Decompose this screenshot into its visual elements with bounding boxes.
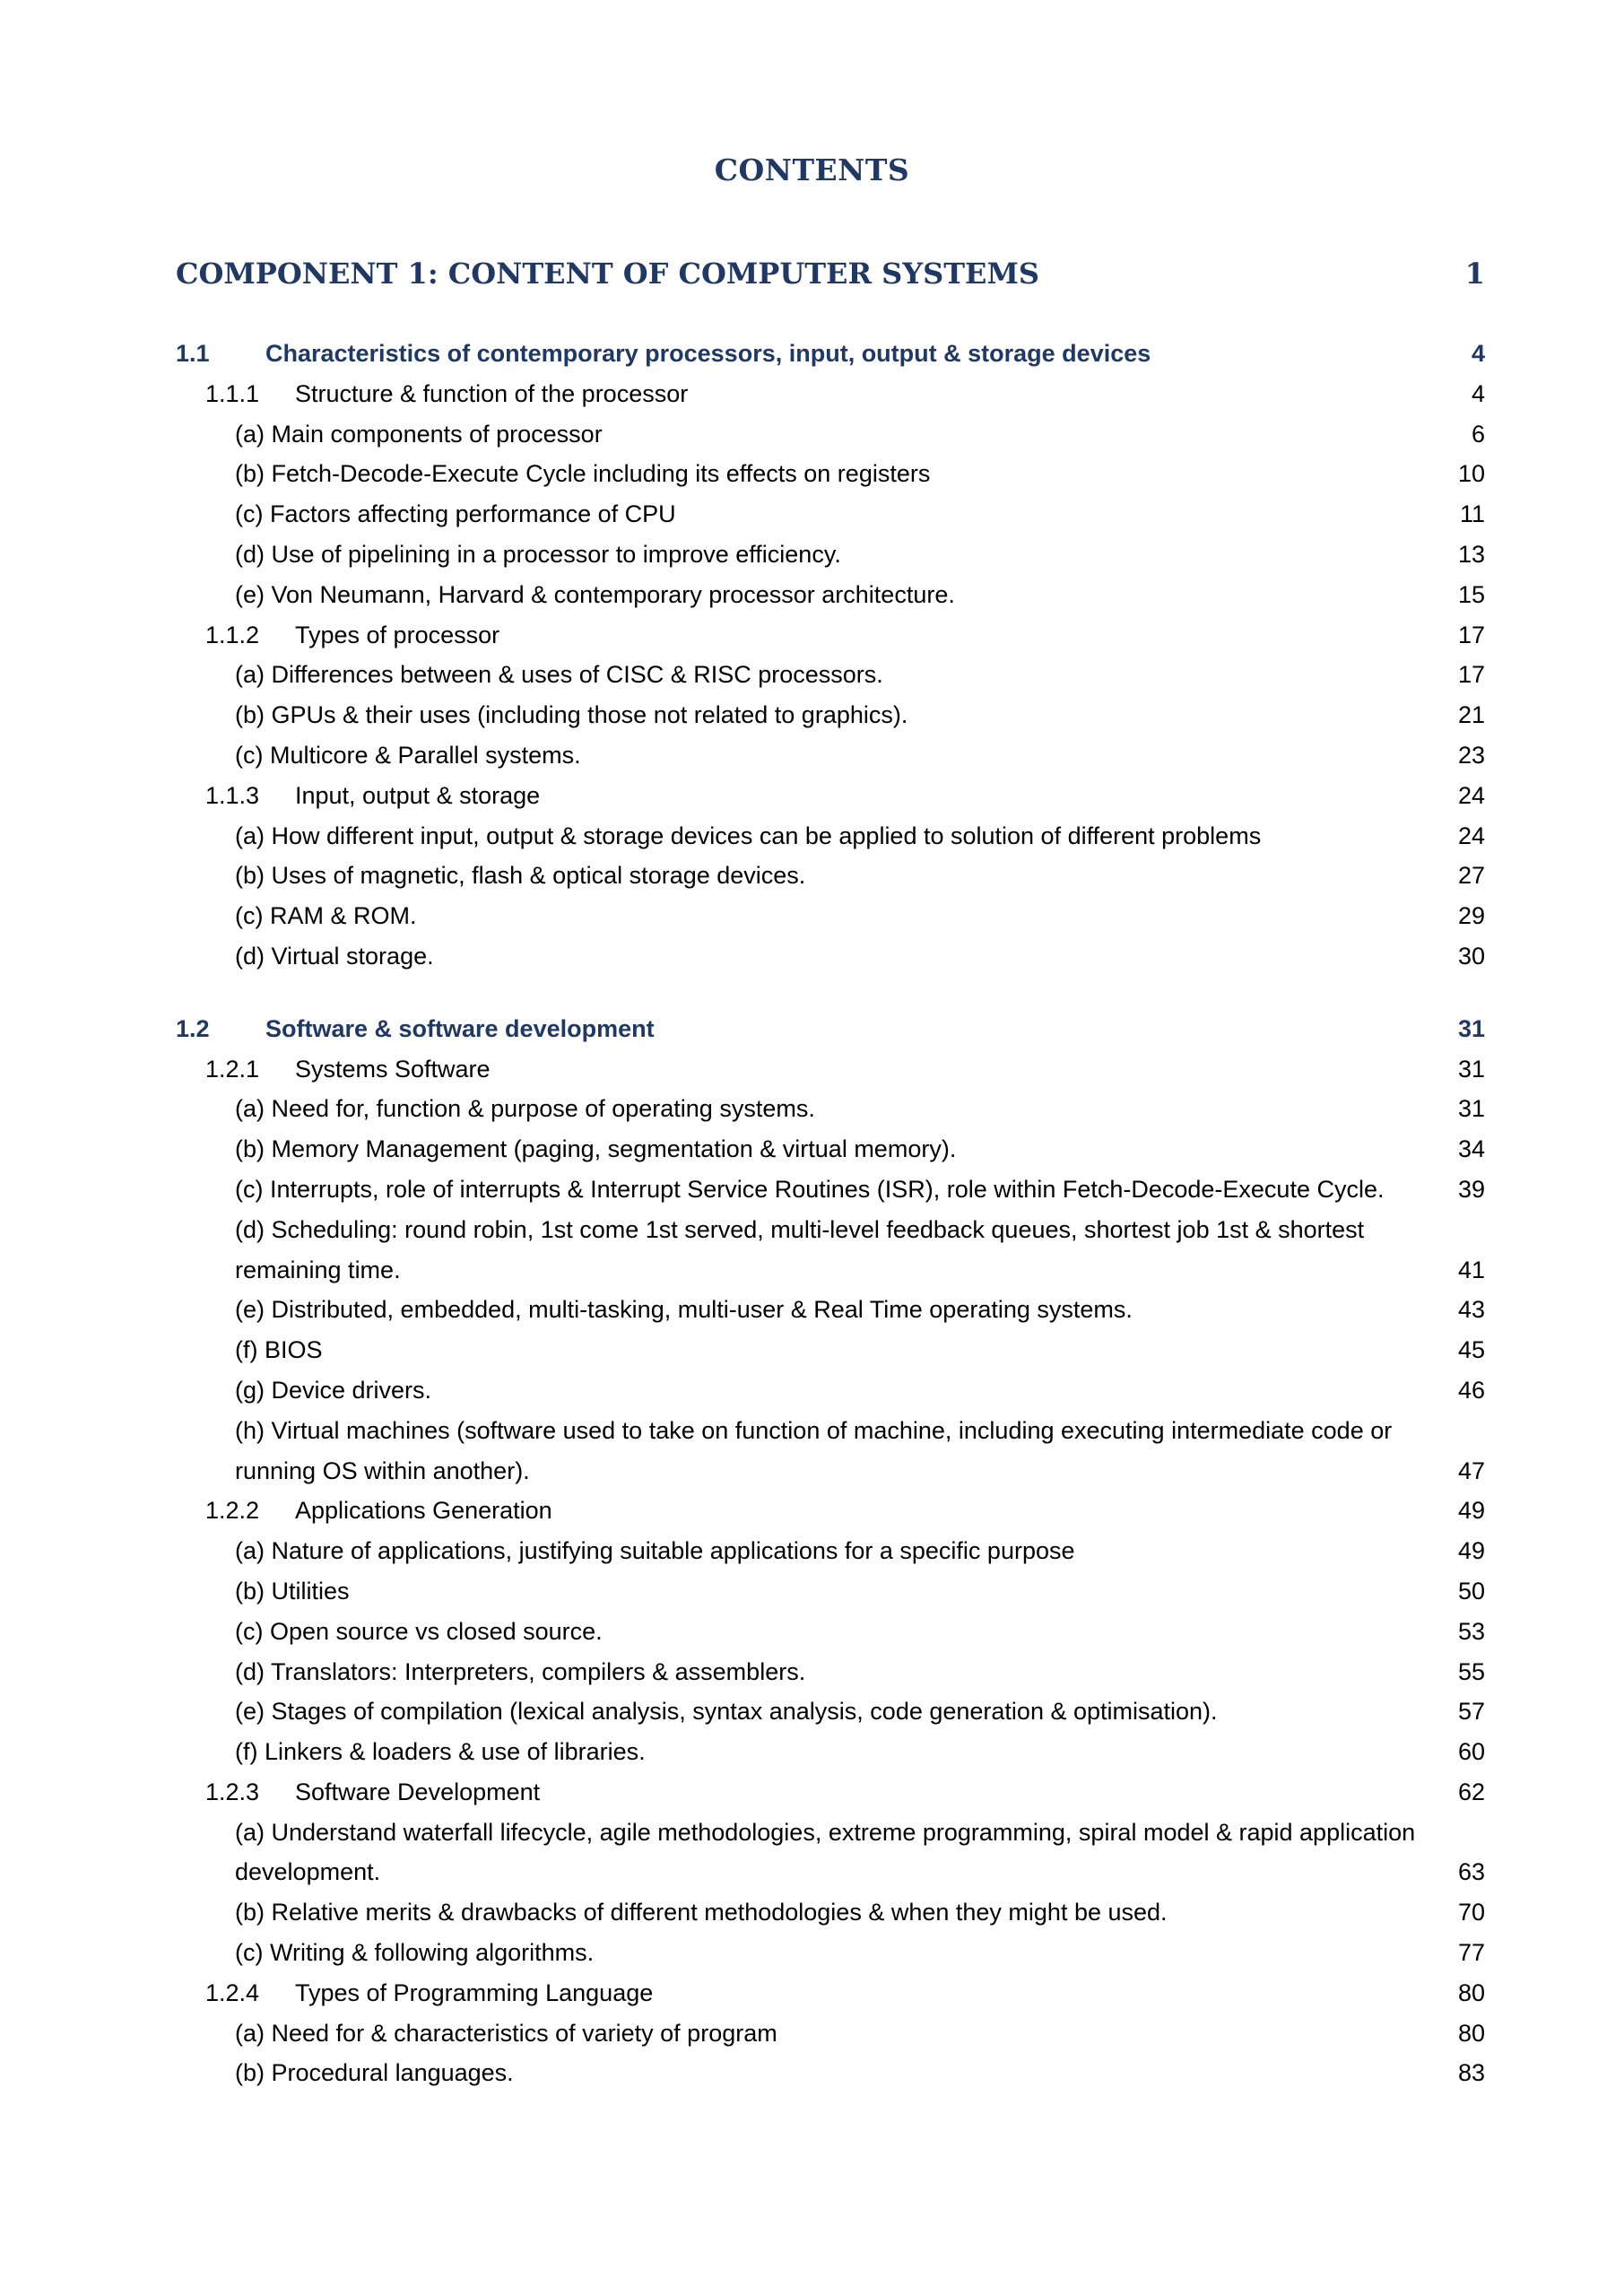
- toc-subsection-entry[interactable]: [176, 615, 1485, 656]
- toc-entry-page-number: 17: [1457, 661, 1485, 689]
- toc-entry-label: (e) Stages of compilation (lexical analysis, syntax analysis, code generation & optimisation).: [235, 1698, 1218, 1726]
- toc-entry-page-number: 34: [1457, 1135, 1485, 1163]
- toc-item-entry[interactable]: [176, 414, 1485, 455]
- toc-item-entry[interactable]: [176, 1129, 1485, 1170]
- toc-entry-page-number: 29: [1457, 902, 1485, 930]
- toc-entry-page-number: 23: [1457, 741, 1485, 769]
- toc-entry-label: (c) Multicore & Parallel systems.: [235, 741, 581, 769]
- toc-entry-page-number: 49: [1457, 1497, 1485, 1525]
- toc-item-entry[interactable]: [176, 1089, 1485, 1129]
- toc-item-entry[interactable]: [176, 896, 1485, 936]
- toc-entry-label: (c) Open source vs closed source.: [235, 1617, 603, 1645]
- toc-entry-number: 1.2.1: [205, 1055, 260, 1083]
- toc-item-entry[interactable]: [176, 1531, 1485, 1571]
- toc-entry-label: (b) GPUs & their uses (including those not related to graphics).: [235, 701, 908, 729]
- toc-entry-page-number: 41: [1457, 1256, 1485, 1283]
- toc-item-entry[interactable]: [176, 2013, 1485, 2054]
- toc-entry-page-number: 60: [1457, 1738, 1485, 1766]
- toc-entry-label: (b) Utilities: [235, 1577, 350, 1605]
- toc-subsection-entry[interactable]: [176, 1049, 1485, 1090]
- toc-entry-page-number: 4: [1471, 340, 1485, 367]
- toc-entry-label: (a) Understand waterfall lifecycle, agile methodologies, extreme programming, spiral model & rapid application: [235, 1818, 1416, 1846]
- toc-entry-label: (b) Procedural languages.: [235, 2059, 514, 2087]
- toc-entry-number: 1.2.3: [205, 1778, 260, 1805]
- table-of-contents: [176, 334, 1485, 2093]
- toc-entry-label: (g) Device drivers.: [235, 1376, 432, 1404]
- toc-subsection-entry[interactable]: [176, 1973, 1485, 2013]
- toc-entry-label: Input, output & storage: [295, 781, 541, 809]
- toc-item-entry[interactable]: [176, 1933, 1485, 1973]
- toc-entry-label: (d) Translators: Interpreters, compilers & assemblers.: [235, 1657, 806, 1685]
- toc-item-entry[interactable]: [176, 1330, 1485, 1370]
- toc-entry-label: Types of Programming Language: [295, 1979, 654, 2006]
- toc-item-entry[interactable]: [176, 1411, 1485, 1451]
- toc-item-entry[interactable]: [176, 1652, 1485, 1692]
- toc-item-entry[interactable]: [176, 1813, 1485, 1853]
- toc-entry-page-number: 24: [1457, 781, 1485, 809]
- toc-item-entry[interactable]: [176, 816, 1485, 857]
- toc-entry-label: (c) Interrupts, role of interrupts & Interrupt Service Routines (ISR), role within Fetch-Decode-Execute Cycle.: [235, 1175, 1385, 1203]
- toc-entry-page-number: 11: [1459, 500, 1485, 528]
- toc-entry-label: (a) Nature of applications, justifying suitable applications for a specific purpose: [235, 1537, 1075, 1565]
- toc-entry-label: (a) Need for & characteristics of variety of program: [235, 2019, 777, 2047]
- toc-entry-label: (d) Scheduling: round robin, 1st come 1st served, multi-level feedback queues, shortest job 1st & shortest: [235, 1215, 1365, 1243]
- toc-item-entry[interactable]: [176, 1370, 1485, 1411]
- toc-entry-label: (c) Writing & following algorithms.: [235, 1939, 595, 1967]
- toc-entry-page-number: 24: [1457, 822, 1485, 849]
- toc-item-entry[interactable]: [176, 2053, 1485, 2093]
- toc-entry-label: (c) Factors affecting performance of CPU: [235, 500, 676, 528]
- toc-entry-label: (d) Virtual storage.: [235, 942, 434, 970]
- toc-item-entry[interactable]: [176, 1210, 1485, 1250]
- toc-entry-page-number: 13: [1457, 540, 1485, 568]
- toc-item-entry[interactable]: [176, 1892, 1485, 1933]
- toc-item-entry[interactable]: [176, 454, 1485, 494]
- toc-entry-label: running OS within another).: [235, 1457, 530, 1484]
- toc-item-entry[interactable]: [176, 735, 1485, 776]
- toc-entry-page-number: 80: [1457, 2019, 1485, 2047]
- component-page-number: 1: [1464, 257, 1485, 291]
- toc-section-entry[interactable]: [176, 334, 1485, 374]
- toc-entry-page-number: 27: [1457, 862, 1485, 890]
- toc-entry-label: (c) RAM & ROM.: [235, 902, 417, 930]
- toc-entry-label: Software & software development: [265, 1014, 655, 1042]
- toc-entry-label: (d) Use of pipelining in a processor to improve efficiency.: [235, 540, 841, 568]
- toc-entry-page-number: 21: [1457, 701, 1485, 729]
- toc-entry-label: (f) Linkers & loaders & use of libraries.: [235, 1738, 646, 1766]
- toc-entry-label: (a) Main components of processor: [235, 420, 603, 448]
- toc-item-entry[interactable]: [176, 1732, 1485, 1772]
- toc-entry-number: 1.2.4: [205, 1979, 260, 2006]
- toc-subsection-entry[interactable]: [176, 1772, 1485, 1813]
- toc-item-entry[interactable]: [176, 1692, 1485, 1732]
- toc-item-entry[interactable]: [176, 535, 1485, 575]
- toc-entry-number: 1.1.1: [205, 379, 260, 407]
- toc-entry-number: 1.2.2: [205, 1497, 260, 1525]
- toc-item-entry[interactable]: [176, 856, 1485, 896]
- toc-item-entry[interactable]: [176, 1290, 1485, 1330]
- toc-section-entry[interactable]: [176, 1009, 1485, 1049]
- toc-subsection-entry[interactable]: [176, 776, 1485, 816]
- toc-item-entry[interactable]: [176, 1571, 1485, 1612]
- toc-entry-page-number: 15: [1457, 580, 1485, 608]
- component-title: COMPONENT 1: CONTENT OF COMPUTER SYSTEMS: [176, 257, 1039, 291]
- toc-entry-page-number: 30: [1457, 942, 1485, 970]
- toc-entry-page-number: 70: [1457, 1899, 1485, 1926]
- toc-entry-label: (a) Need for, function & purpose of operating systems.: [235, 1095, 815, 1123]
- toc-entry-page-number: 62: [1457, 1778, 1485, 1805]
- toc-entry-page-number: 50: [1457, 1577, 1485, 1605]
- toc-item-continuation[interactable]: [176, 1451, 1485, 1492]
- toc-entry-label: Types of processor: [295, 621, 500, 648]
- toc-entry-label: Applications Generation: [295, 1497, 552, 1525]
- toc-entry-page-number: 63: [1457, 1858, 1485, 1886]
- toc-entry-label: (b) Memory Management (paging, segmentation & virtual memory).: [235, 1135, 957, 1163]
- toc-entry-page-number: 77: [1457, 1939, 1485, 1967]
- toc-entry-label: (e) Distributed, embedded, multi-tasking, multi-user & Real Time operating systems.: [235, 1296, 1133, 1324]
- toc-entry-page-number: 80: [1457, 1979, 1485, 2006]
- page-title: CONTENTS: [714, 152, 910, 187]
- toc-item-entry[interactable]: [176, 655, 1485, 695]
- toc-entry-page-number: 4: [1471, 379, 1485, 407]
- toc-item-entry[interactable]: [176, 575, 1485, 615]
- toc-entry-page-number: 31: [1457, 1014, 1485, 1042]
- toc-item-continuation[interactable]: [176, 1250, 1485, 1291]
- toc-entry-page-number: 45: [1457, 1336, 1485, 1364]
- toc-entry-label: (h) Virtual machines (software used to take on function of machine, including executing intermediate code or: [235, 1416, 1393, 1444]
- toc-item-entry[interactable]: [176, 936, 1485, 977]
- toc-entry-label: Characteristics of contemporary processors, input, output & storage devices: [265, 340, 1151, 367]
- toc-subsection-entry[interactable]: [176, 1491, 1485, 1531]
- toc-entry-label: (b) Uses of magnetic, flash & optical storage devices.: [235, 862, 806, 890]
- toc-entry-label: development.: [235, 1858, 381, 1886]
- toc-item-entry[interactable]: [176, 695, 1485, 735]
- toc-entry-page-number: 57: [1457, 1698, 1485, 1726]
- toc-entry-number: 1.1.3: [205, 781, 260, 809]
- toc-item-entry[interactable]: [176, 494, 1485, 535]
- toc-entry-label: (b) Fetch-Decode-Execute Cycle including its effects on registers: [235, 460, 931, 488]
- toc-entry-label: (a) Differences between & uses of CISC & RISC processors.: [235, 661, 883, 689]
- toc-entry-number: 1.1: [176, 340, 210, 367]
- toc-entry-label: Structure & function of the processor: [295, 379, 689, 407]
- toc-entry-page-number: 17: [1457, 621, 1485, 648]
- toc-entry-page-number: 43: [1457, 1296, 1485, 1324]
- toc-item-entry[interactable]: [176, 1612, 1485, 1652]
- toc-item-continuation[interactable]: [176, 1852, 1485, 1892]
- toc-entry-page-number: 31: [1457, 1055, 1485, 1083]
- toc-entry-page-number: 39: [1457, 1175, 1485, 1203]
- toc-subsection-entry[interactable]: [176, 374, 1485, 414]
- toc-entry-page-number: 6: [1471, 420, 1485, 448]
- toc-entry-label: (b) Relative merits & drawbacks of different methodologies & when they might be used.: [235, 1899, 1168, 1926]
- toc-entry-label: Systems Software: [295, 1055, 491, 1083]
- toc-entry-label: remaining time.: [235, 1256, 401, 1283]
- toc-entry-page-number: 47: [1457, 1457, 1485, 1484]
- toc-item-entry[interactable]: [176, 1170, 1485, 1210]
- toc-entry-page-number: 10: [1457, 460, 1485, 488]
- toc-entry-page-number: 49: [1457, 1537, 1485, 1565]
- toc-entry-page-number: 55: [1457, 1657, 1485, 1685]
- toc-entry-label: (e) Von Neumann, Harvard & contemporary processor architecture.: [235, 580, 955, 608]
- toc-entry-label: Software Development: [295, 1778, 541, 1805]
- toc-entry-label: (a) How different input, output & storage devices can be applied to solution of different problems: [235, 822, 1262, 849]
- toc-entry-label: (f) BIOS: [235, 1336, 323, 1364]
- toc-entry-page-number: 53: [1457, 1617, 1485, 1645]
- toc-entry-page-number: 31: [1457, 1095, 1485, 1123]
- toc-entry-page-number: 83: [1457, 2059, 1485, 2087]
- component-heading[interactable]: [176, 257, 1485, 296]
- toc-entry-number: 1.1.2: [205, 621, 260, 648]
- toc-entry-number: 1.2: [176, 1014, 210, 1042]
- toc-entry-page-number: 46: [1457, 1376, 1485, 1404]
